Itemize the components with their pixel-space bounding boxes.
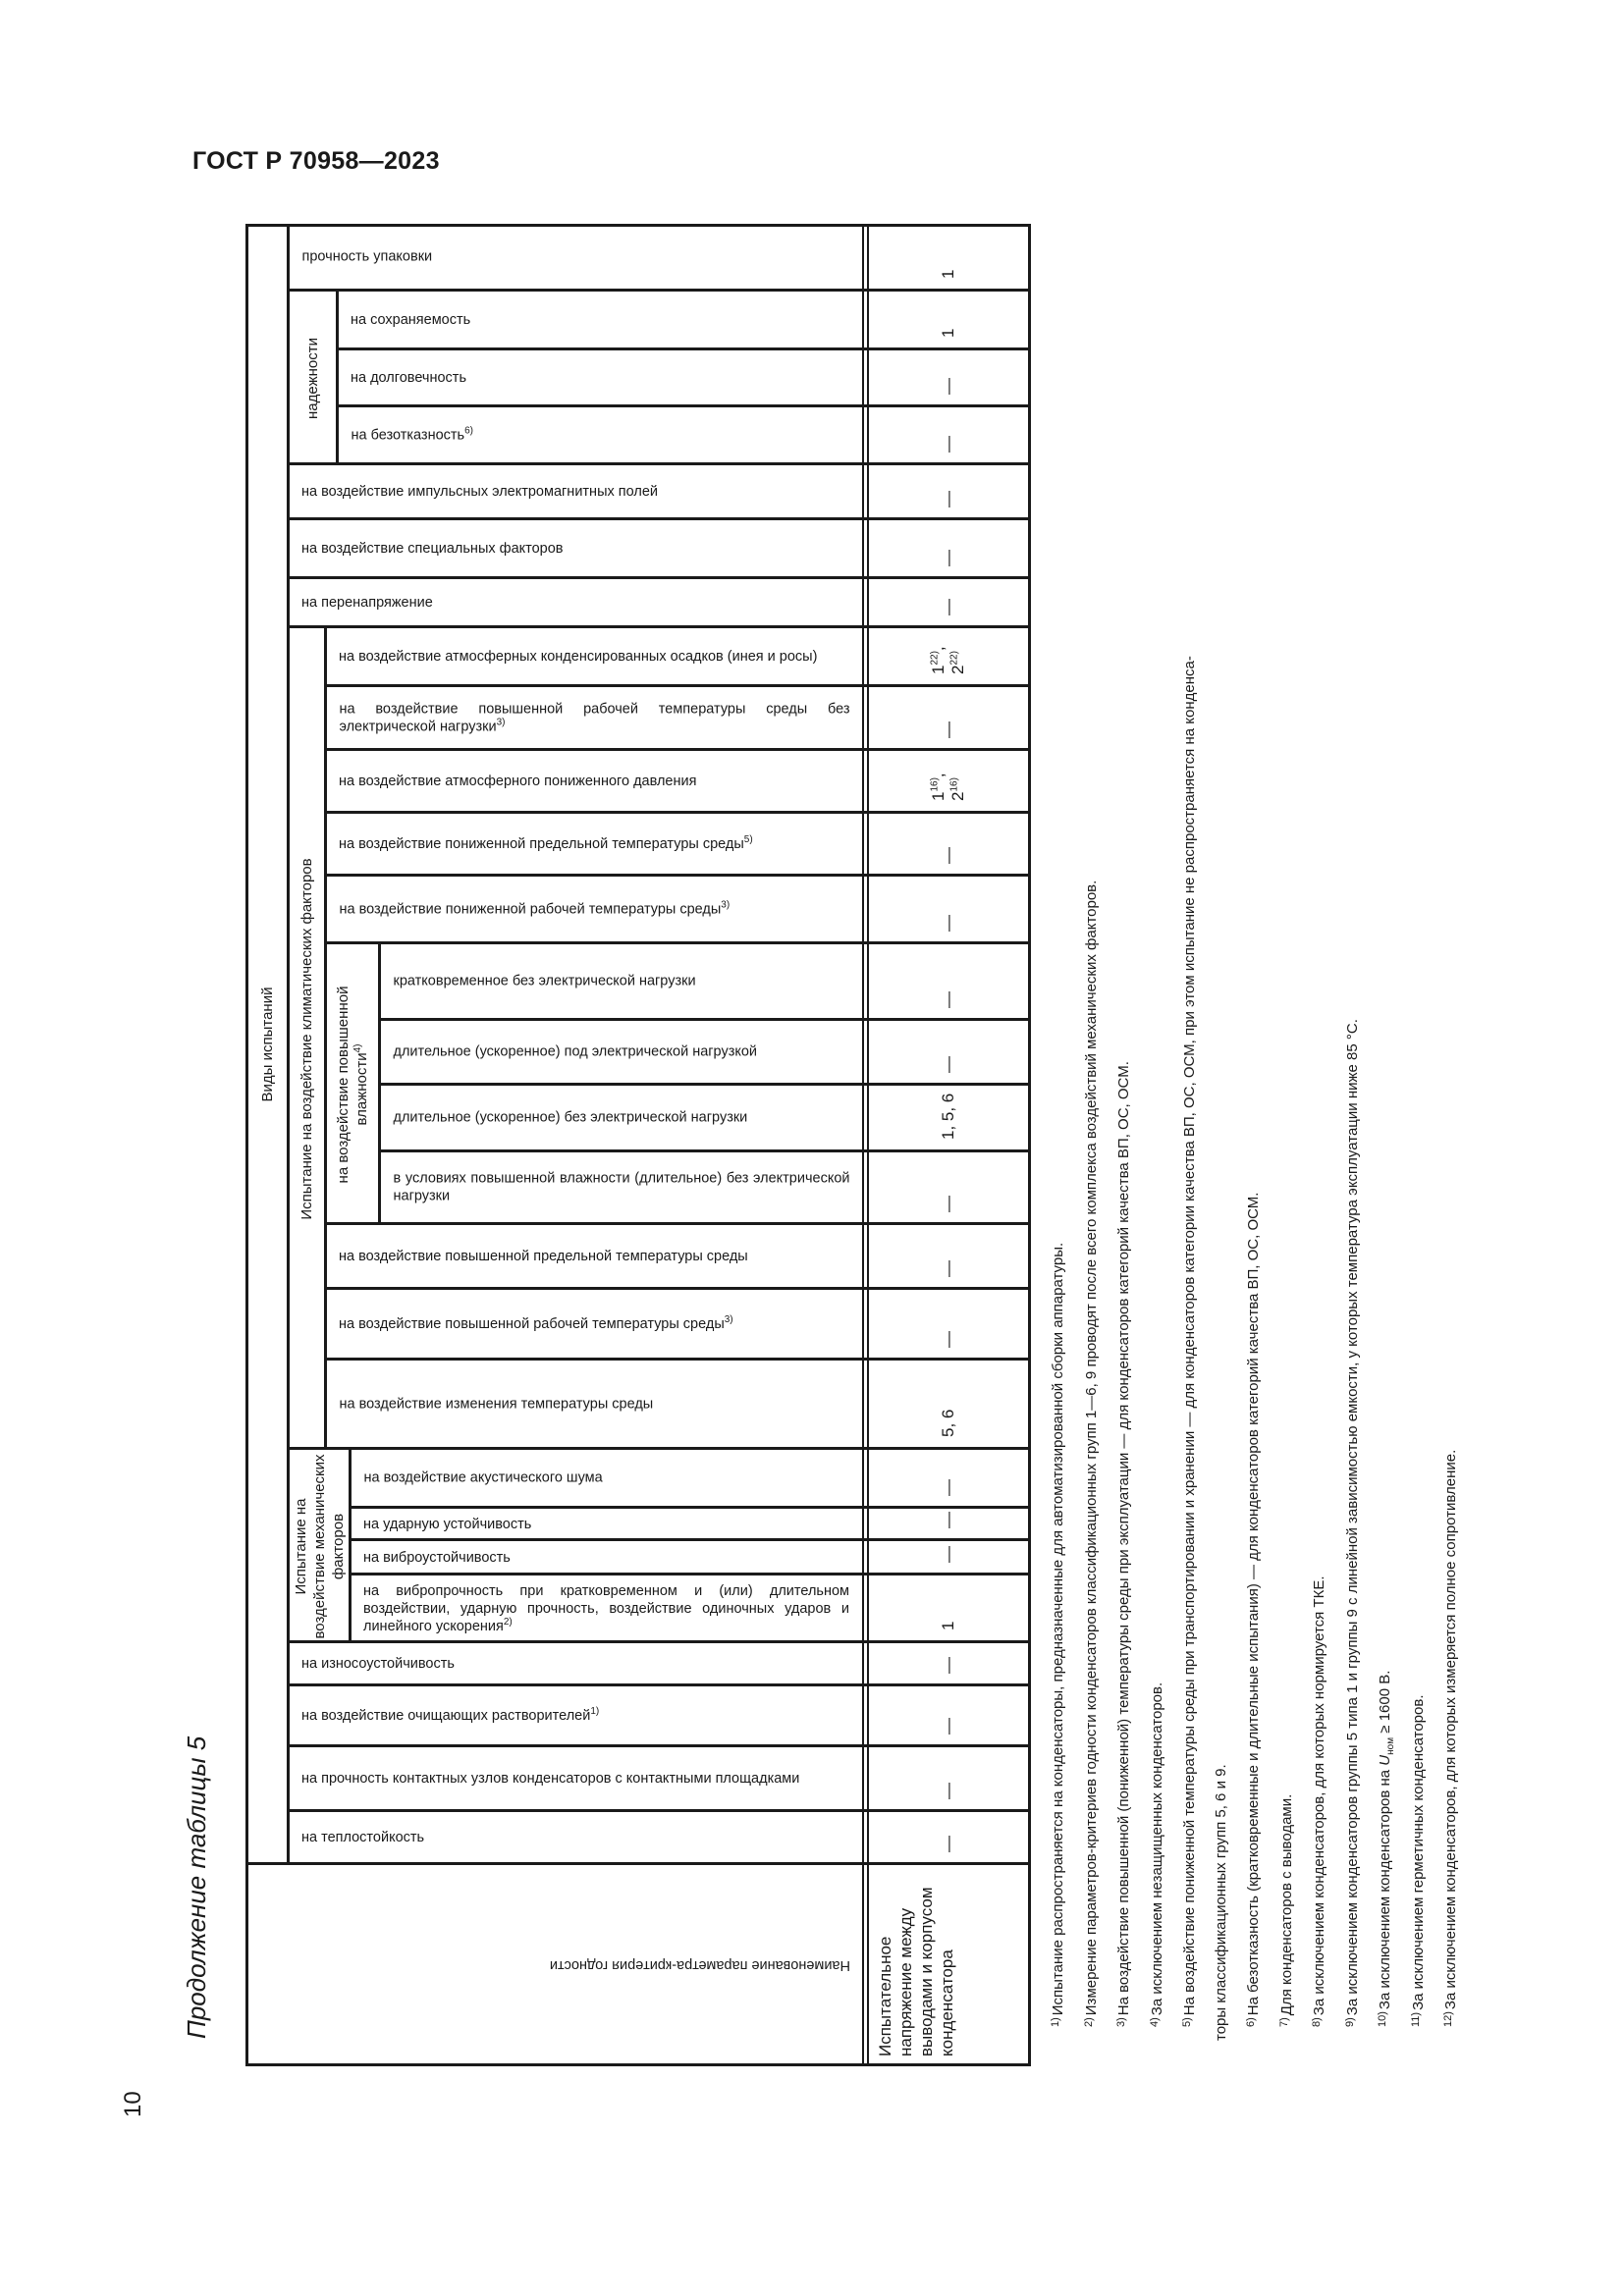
column-header-17 (327, 815, 861, 874)
column-header-26 (339, 293, 861, 347)
value-cell: — (938, 378, 957, 395)
value-cell: 1$^{22)}$, 2$^{22)}$ (928, 646, 967, 674)
value-cell: — (938, 1331, 957, 1348)
column-header-label: на воздействие очищающих растворителей$^{1)}$ (301, 1706, 600, 1724)
column-header-label: на ударную устойчивость (363, 1516, 532, 1532)
value-cell: 1 (938, 1621, 957, 1630)
column-header-23 (290, 466, 861, 517)
column-header-label: длительное (ускоренное) под электрической нагрузкой (393, 1044, 757, 1060)
column-header-label: на воздействие специальных факторов (301, 541, 564, 557)
column-header-8 (352, 1451, 861, 1506)
column-header-2 (290, 1748, 861, 1809)
double-rule-b (867, 224, 869, 2066)
value-cell: 5, 6 (938, 1409, 957, 1437)
column-rule (287, 289, 1029, 292)
group-reliability: надежности (304, 338, 321, 419)
column-header-15 (381, 945, 861, 1018)
column-header-label: на долговечность (351, 370, 466, 386)
column-header-label: прочность упаковки (301, 248, 432, 265)
column-rule (287, 462, 1029, 465)
footnote-12: $^{12)}$За исключением конденсаторов, для которых измеряется полное сопротивление. (1442, 1449, 1459, 2027)
column-rule (245, 1862, 1029, 1865)
value-row-label: Испытательное напряжение между выводами и корпусом конденсатора (876, 1887, 956, 2056)
column-header-10 (327, 1291, 861, 1358)
column-header-label: длительное (ускоренное) без электрической нагрузки (393, 1110, 747, 1126)
column-rule (287, 1506, 1029, 1509)
double-rule-a (862, 224, 864, 2066)
value-cell: — (938, 915, 957, 932)
column-header-label: на износоустойчивость (301, 1656, 455, 1672)
value-cell: — (938, 1783, 957, 1799)
column-header-24 (339, 408, 861, 462)
footnote-9: $^{9)}$За исключением конденсаторов группы 5 типа 1 и группы 9 с линейной зависимостью емкости, у которых температура эксплуатации ниже 85 °С. (1343, 1019, 1361, 2027)
value-cell: — (938, 436, 957, 453)
column-header-5 (352, 1576, 861, 1640)
column-header-11 (327, 1226, 861, 1287)
value-cell: — (938, 1836, 957, 1852)
value-cell: — (938, 1260, 957, 1277)
column-header-7 (352, 1510, 861, 1538)
footnote-1: $^{1)}$Испытание распространяется на конденсаторы, предназначенные для автоматизированной сборки аппаратуры. (1050, 1242, 1066, 2027)
value-cell: — (938, 1512, 957, 1528)
column-rule (287, 1744, 1029, 1747)
value-cell: — (938, 550, 957, 566)
group-mechanical: Испытание на воздействие механических факторов (292, 1454, 347, 1639)
column-header-16 (327, 878, 861, 941)
column-rule (287, 811, 1029, 814)
column-header-27 (290, 225, 861, 289)
value-cell: — (938, 1546, 957, 1563)
column-rule (287, 1573, 1029, 1575)
column-rule (287, 517, 1029, 520)
footnote-4: $^{4)}$За исключением незащищенных конденсаторов. (1148, 1682, 1165, 2027)
group-test-types: Виды испытаний (259, 987, 276, 1102)
column-header-21 (290, 580, 861, 625)
column-header-label: на сохраняемость (351, 312, 471, 328)
footnote-5: $^{5)}$На воздействие пониженной температуры среды при транспортировании и хранении — для конденсаторов категории качества ВП, ОС, ОСМ, при этом испытание не распространяется на конденса- (1181, 656, 1198, 2027)
table-border-left (245, 2063, 1029, 2066)
value-cell: 1 (938, 328, 957, 338)
column-rule (287, 347, 1029, 350)
table-border-bottom (1028, 224, 1031, 2066)
column-header-13 (381, 1087, 861, 1149)
value-cell: — (938, 1718, 957, 1735)
footnote-7: $^{7)}$Для конденсаторов с выводами. (1277, 1793, 1295, 2027)
table-caption: Продолжение таблицы 5 (182, 1735, 211, 2039)
column-header-label: на воздействие повышенной предельной температуры среды (339, 1249, 748, 1264)
row-header-cell (248, 1868, 862, 2063)
column-rule (287, 1287, 1029, 1290)
column-header-label: на воздействие повышенной рабочей температуры среды$^{3)}$ (339, 1314, 733, 1332)
column-header-3 (290, 1687, 861, 1744)
column-header-1 (290, 1813, 861, 1862)
footnotes (1041, 235, 1467, 2041)
column-rule (287, 1222, 1029, 1225)
column-header-12 (381, 1153, 861, 1222)
value-cell: 1 (938, 269, 957, 279)
column-header-label: в условиях повышенной влажности (длительное) без электрической нагрузки (393, 1171, 849, 1204)
column-header-label: на перенапряжение (301, 595, 433, 611)
column-header-4 (290, 1644, 861, 1683)
column-header-label: на воздействие изменения температуры среды (339, 1396, 653, 1413)
value-cell: 1, 5, 6 (938, 1093, 957, 1140)
footnote-3: $^{3)}$На воздействие повышенной (пониженной) температуры среды при эксплуатации — для конденсаторов категорий качества ВП, ОС, ОСМ. (1115, 1061, 1132, 2027)
column-header-6 (352, 1542, 861, 1573)
column-header-9 (327, 1362, 861, 1447)
column-header-label: на воздействие атмосферного пониженного давления (339, 774, 697, 789)
column-rule (287, 625, 1029, 628)
column-header-label: на воздействие акустического шума (363, 1470, 603, 1486)
row-header-label: Наименование параметра-критерия годности (549, 1957, 850, 1974)
footnote-11: $^{11)}$За исключением герметичных конденсаторов. (1409, 1694, 1427, 2027)
value-cell: — (938, 991, 957, 1008)
column-header-14 (381, 1022, 861, 1083)
column-header-19 (327, 688, 861, 748)
column-header-label: на воздействие пониженной рабочей температуры среды$^{3)}$ (339, 899, 730, 918)
value-cell: — (938, 491, 957, 507)
value-cell: 1$^{16)}$, 2$^{16)}$ (928, 773, 967, 801)
value-cell: — (938, 599, 957, 615)
footnote-6: $^{6)}$На безотказность (кратковременные и длительные испытания) — для конденсаторов категорий качества ВП, ОС, ОСМ. (1245, 1192, 1262, 2027)
group-humidity: на воздействие повышенной влажности$^{4)}$ (335, 986, 370, 1184)
page-number: 10 (120, 2091, 146, 2117)
column-header-label: кратковременное без электрической нагрузки (393, 974, 696, 989)
value-cell: — (938, 721, 957, 738)
footnote-8: $^{8)}$За исключением конденсаторов, для которых нормируется ТКЕ. (1311, 1575, 1327, 2027)
column-header-label: на вибропрочность при кратковременном и (или) длительном воздействии, ударную прочность, воздействие одиночных ударов и линейного ускорения$^{2)}$ (363, 1582, 849, 1634)
document-header: ГОСТ Р 70958—2023 (192, 147, 440, 175)
column-rule (287, 1640, 1029, 1643)
column-header-label: на воздействие повышенной рабочей температуры среды без электрической нагрузки$^{3)}$ (339, 701, 849, 735)
column-rule (287, 576, 1029, 579)
column-header-label: на воздействие атмосферных конденсированных осадков (инея и росы) (339, 649, 818, 665)
column-header-label: на безотказность$^{6)}$ (351, 425, 473, 444)
column-header-label: на прочность контактных узлов конденсаторов с контактными площадками (301, 1771, 800, 1787)
value-cell: — (938, 1657, 957, 1674)
value-cell: — (938, 847, 957, 864)
column-rule (287, 748, 1029, 751)
value-cell: — (938, 1056, 957, 1073)
column-rule (287, 1683, 1029, 1686)
footnote-2: $^{2)}$Измерение параметров-критериев годности конденсаторов классификационных групп 1—6, 9 проводят после всего комплекса воздействий механических факторов. (1082, 880, 1100, 2027)
column-rule (287, 1809, 1029, 1812)
value-cell: — (938, 1196, 957, 1212)
column-header-20 (327, 629, 861, 684)
footnote-5-continuation: торы классификационных групп 5, 6 и 9. (1212, 1764, 1229, 2041)
column-header-label: на виброустойчивость (363, 1549, 511, 1566)
column-header-label: на воздействие пониженной предельной температуры среды$^{5)}$ (339, 834, 753, 852)
column-header-18 (327, 752, 861, 811)
group-climatic: Испытание на воздействие климатических факторов (298, 858, 315, 1220)
column-header-label: на воздействие импульсных электромагнитных полей (301, 484, 658, 500)
column-header-22 (290, 521, 861, 576)
value-cell: — (938, 1479, 957, 1496)
column-header-label: на теплостойкость (301, 1830, 425, 1845)
column-header-25 (339, 351, 861, 404)
footnote-10: $^{10)}$За исключением конденсаторов на $U_{ном} \ge 1600$ В. (1377, 1670, 1396, 2027)
column-rule (287, 1538, 1029, 1541)
